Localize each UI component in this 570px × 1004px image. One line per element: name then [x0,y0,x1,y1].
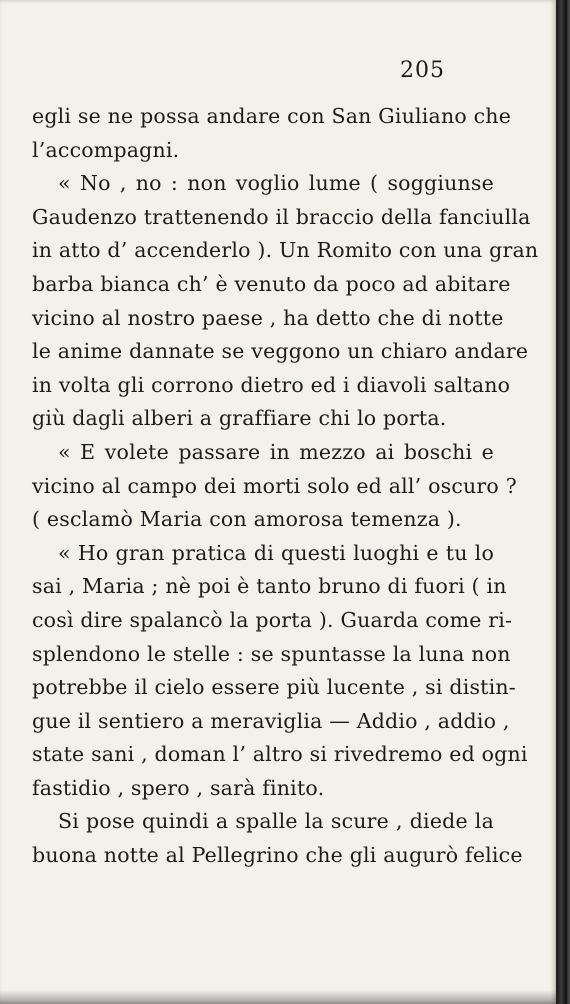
text-line: vicino al nostro paese , ha detto che di notte [32,305,504,330]
text-line: splendono le stelle : se spuntasse la luna non [32,641,511,666]
text-line: fastidio , spero , sarà finito. [32,775,325,800]
text-line: buona notte al Pellegrino che gli augurò felice [32,843,523,868]
text-line: « E volete passare in mezzo ai boschi e [58,439,494,464]
text-line: Si pose quindi a spalle la scure , diede la [58,809,494,834]
text-line: in atto d’ accenderlo ). Un Romito con una gran [32,238,539,263]
text-line: così dire spalancò la porta ). Guarda come ri- [32,607,513,632]
text-line: vicino al campo dei morti solo ed all’ oscuro ? [32,473,517,498]
text-line: gue il sentiero a meraviglia — Addio , addio , [32,708,510,733]
text-line: state sani , doman l’ altro si rivedremo ed ogni [32,742,528,767]
text-line: in volta gli corrono dietro ed i diavoli saltano [32,372,511,397]
text-line: egli se ne possa andare con San Giuliano che [32,104,512,128]
page-edge-shadow [556,0,570,1004]
text-line: giù dagli alberi a graffiare chi lo porta. [32,406,447,431]
page-number: 205 [400,58,445,83]
page-bottom-shadow [0,990,556,1004]
text-line: potrebbe il cielo essere più lucente , si distin- [32,675,516,700]
text-line: barba bianca ch’ è venuto da poco ad abitare [32,271,511,296]
text-line: Gaudenzo trattenendo il braccio della fanciulla [32,204,531,229]
page-text [32,100,539,873]
text-line: sai , Maria ; nè poi è tanto bruno di fuori ( in [32,574,507,599]
text-line: l’accompagni. [32,137,180,162]
text-line: « No , no : non voglio lume ( soggiunse [58,171,494,196]
text-line: « Ho gran pratica di questi luoghi e tu lo [58,540,494,565]
text-line: le anime dannate se veggono un chiaro andare [32,339,529,364]
text-line: ( esclamò Maria con amorosa temenza ). [32,507,462,532]
